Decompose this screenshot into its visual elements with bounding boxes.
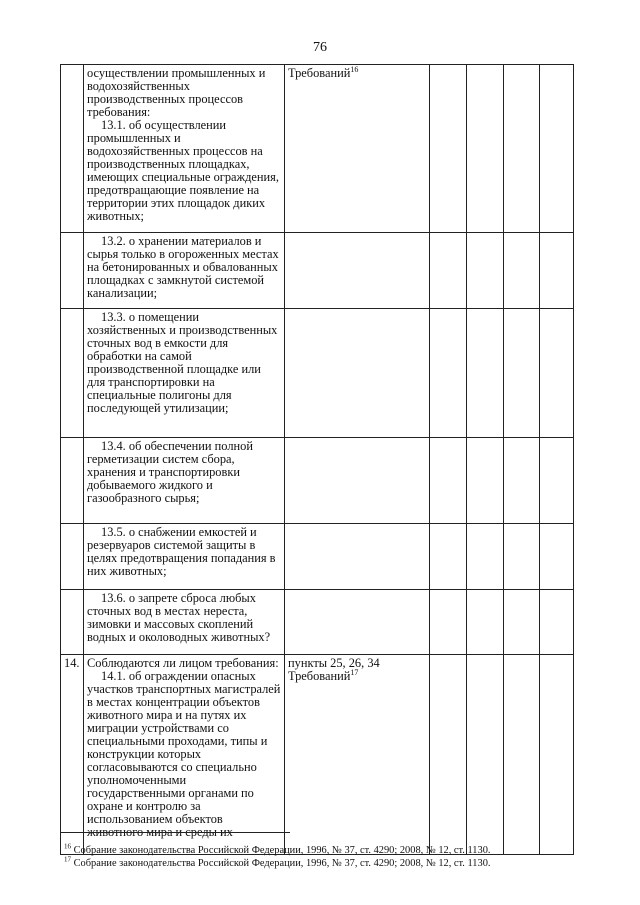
table-row [61, 309, 574, 438]
footnote-divider [60, 832, 290, 833]
answer-cell [467, 438, 504, 524]
answer-cell [504, 590, 540, 655]
answer-cell [540, 233, 574, 309]
table-row [61, 233, 574, 309]
footnote-mark: 16 [350, 64, 359, 74]
answer-cell [467, 524, 504, 590]
requirement-subitem-text: 13.4. об обеспечении полной герметизации систем сбора, хранения и транспортировки добываемого жидкого и газообразного сырья; [87, 439, 253, 505]
legal-reference-cell [285, 655, 430, 855]
answer-cell [540, 590, 574, 655]
table-row [61, 590, 574, 655]
item-number-cell [61, 590, 84, 655]
legal-reference-cell [285, 438, 430, 524]
requirement-text-cell [84, 233, 285, 309]
item-number-cell [61, 233, 84, 309]
answer-cell [504, 524, 540, 590]
answer-cell [467, 65, 504, 233]
legal-reference-cell [285, 309, 430, 438]
requirements-table [60, 64, 574, 855]
legal-reference-document: Требований$^{16}$ [288, 64, 359, 80]
footnote: $^{17}$ Собрание законодательства Российской Федерации, 1996, № 37, ст. 4290; 2008, № 12, ст. 1130. [64, 855, 491, 869]
answer-cell [540, 655, 574, 855]
requirement-subitem-text: 13.6. о запрете сброса любых сточных вод в местах нереста, зимовки и массовых скоплений водных и околоводных животных? [87, 591, 271, 644]
requirement-subitem-text: 13.1. об осуществлении промышленных и водохозяйственных процессов на производственных площадках, имеющих специальные ограждения, предотвращающие появление на территории этих площадок диких животных; [87, 118, 279, 223]
requirement-text-cell [84, 655, 285, 855]
legal-reference-points: пункты 25, 26, 34 [288, 656, 380, 670]
item-number-cell [61, 524, 84, 590]
requirement-subitem-text: 14.1. об ограждении опасных участков транспортных магистралей в местах концентрации объектов животного мира и на путях их миграции устройствами со специальными проходами, типы и конструкции которых согласовываются со специально уполномоченными государственными органами по охране и контролю за использованием объектов животного мира и среды их [87, 669, 281, 839]
item-number-cell [61, 438, 84, 524]
table-row [61, 438, 574, 524]
requirement-text-cell [84, 65, 285, 233]
answer-cell [467, 233, 504, 309]
answer-cell [504, 309, 540, 438]
answer-cell [430, 655, 467, 855]
requirement-lead-text: Соблюдаются ли лицом требования: [87, 656, 279, 670]
requirement-subitem-text: 13.5. о снабжении емкостей и резервуаров системой защиты в целях предотвращения попадания в них животных; [87, 525, 276, 578]
answer-cell [430, 233, 467, 309]
item-number-cell [61, 309, 84, 438]
answer-cell [467, 590, 504, 655]
answer-cell [467, 309, 504, 438]
footnote-mark: 17 [350, 667, 359, 677]
answer-cell [540, 65, 574, 233]
requirement-subitem-text: 13.2. о хранении материалов и сырья только в огороженных местах на бетонированных и обвалованных площадках с замкнутой системой канализации; [87, 234, 279, 300]
answer-cell [540, 438, 574, 524]
answer-cell [430, 65, 467, 233]
footnotes [64, 844, 584, 870]
item-number-cell [61, 655, 84, 855]
answer-cell [504, 655, 540, 855]
legal-reference-cell [285, 233, 430, 309]
answer-cell [430, 438, 467, 524]
item-number-cell [61, 65, 84, 233]
legal-reference-cell [285, 590, 430, 655]
table-row [61, 655, 574, 855]
requirement-text-cell [84, 438, 285, 524]
table-row [61, 524, 574, 590]
item-number: 14. [64, 656, 80, 670]
answer-cell [504, 65, 540, 233]
requirement-lead-text: осуществлении промышленных и водохозяйственных производственных процессов требования: [87, 66, 266, 119]
requirement-text-cell [84, 590, 285, 655]
footnote: $^{16}$ Собрание законодательства Российской Федерации, 1996, № 37, ст. 4290; 2008, № 12, ст. 1130. [64, 842, 491, 856]
requirement-subitem-text: 13.3. о помещении хозяйственных и производственных сточных вод в емкости для обработки на самой производственной площадке или для транспортировки на специальные полигоны для последующей утилизации; [87, 310, 278, 415]
answer-cell [540, 524, 574, 590]
answer-cell [467, 655, 504, 855]
legal-reference-cell [285, 524, 430, 590]
legal-reference-cell [285, 65, 430, 233]
answer-cell [430, 309, 467, 438]
answer-cell [504, 233, 540, 309]
legal-reference-document: Требований$^{17}$ [288, 667, 359, 683]
requirement-text-cell [84, 309, 285, 438]
answer-cell [430, 590, 467, 655]
page-number: 76 [313, 40, 327, 55]
answer-cell [504, 438, 540, 524]
requirement-text-cell [84, 524, 285, 590]
table-row [61, 65, 574, 233]
answer-cell [540, 309, 574, 438]
answer-cell [430, 524, 467, 590]
